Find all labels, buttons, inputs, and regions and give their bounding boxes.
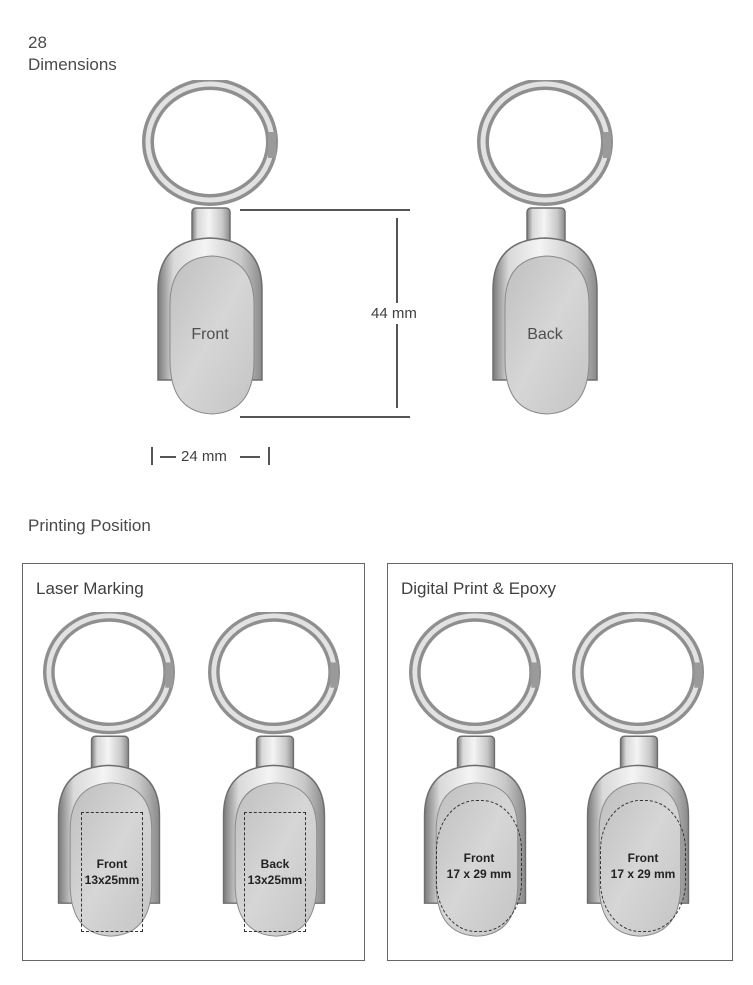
laser-panel-title: Laser Marking bbox=[36, 579, 144, 598]
printing-title: Printing Position bbox=[28, 516, 151, 535]
width-right-tick bbox=[268, 447, 270, 465]
print-area-size: 17 x 29 mm bbox=[610, 867, 676, 881]
width-label: 24 mm bbox=[181, 448, 227, 465]
print-area-size: 17 x 29 mm bbox=[446, 867, 512, 881]
width-left-tick bbox=[151, 447, 153, 465]
width-right-line bbox=[240, 456, 260, 458]
height-bottom-line bbox=[240, 416, 410, 418]
section-title: Dimensions bbox=[28, 55, 117, 74]
print-area-side: Front bbox=[627, 851, 659, 865]
height-label: 44 mm bbox=[371, 305, 417, 322]
keychain-back-image bbox=[470, 80, 620, 420]
front-label: Front bbox=[191, 326, 229, 343]
laser-marking-panel bbox=[22, 563, 365, 961]
keychain-front-image bbox=[135, 80, 285, 420]
digital-panel-title: Digital Print & Epoxy bbox=[401, 579, 556, 598]
print-area-size: 13x25mm bbox=[247, 873, 303, 887]
page-number: 28 bbox=[28, 33, 47, 52]
laser-print-area-back bbox=[244, 812, 306, 932]
digital-print-area-2 bbox=[600, 800, 686, 932]
print-area-side: Back bbox=[260, 857, 290, 871]
print-area-side: Front bbox=[96, 857, 128, 871]
digital-print-panel bbox=[387, 563, 733, 961]
width-left-line bbox=[160, 456, 176, 458]
print-area-side: Front bbox=[463, 851, 495, 865]
back-label: Back bbox=[527, 326, 563, 343]
laser-print-area-front bbox=[81, 812, 143, 932]
digital-print-area-1 bbox=[436, 800, 522, 932]
print-area-size: 13x25mm bbox=[84, 873, 140, 887]
height-top-line bbox=[240, 209, 410, 211]
